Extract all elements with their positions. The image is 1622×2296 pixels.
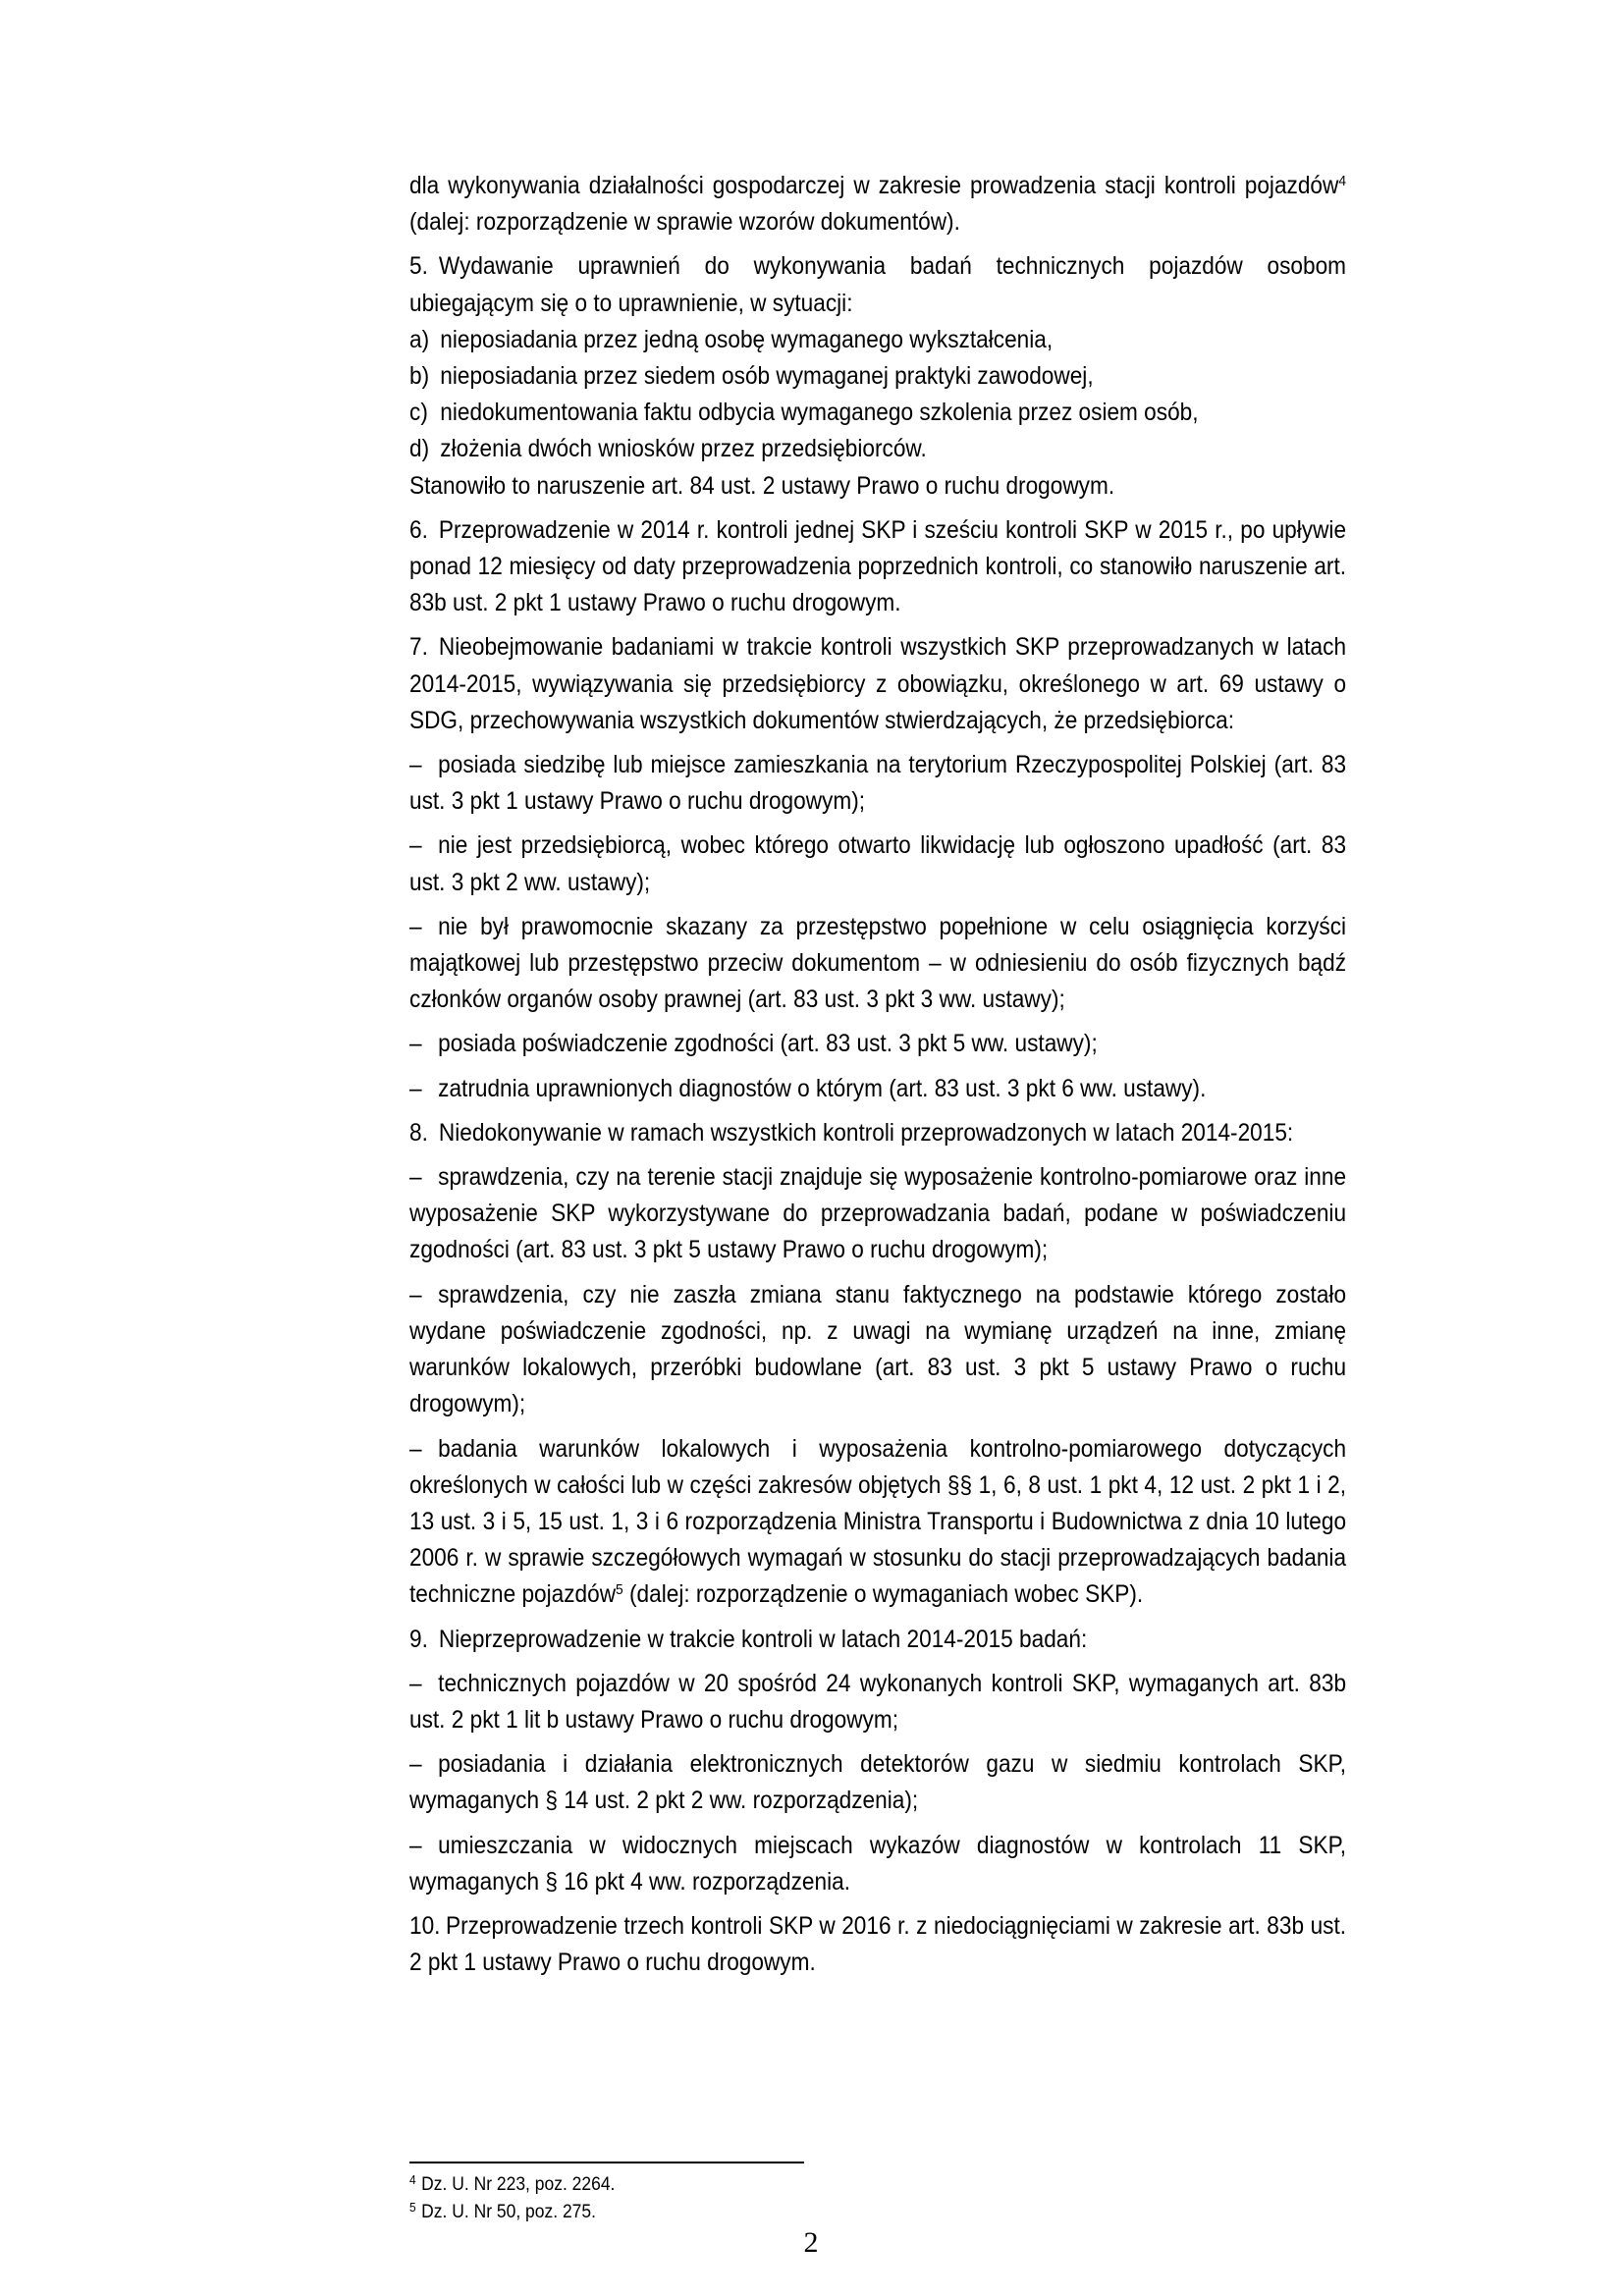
dash-marker: –	[409, 1075, 422, 1102]
dash-marker: –	[409, 1751, 422, 1779]
list-item	[409, 358, 1346, 395]
item-number: 9.	[409, 1626, 428, 1653]
footnote-text: Dz. U. Nr 50, poz. 275.	[421, 2202, 596, 2222]
item-text: Nieprzeprowadzenie w trakcie kontroli w latach 2014-2015 badań:	[438, 1626, 1088, 1653]
dash-text-end: (dalej: rozporządzenie o wymaganiach wobec SKP).	[622, 1581, 1144, 1609]
list-label: b)	[409, 363, 430, 391]
paragraph-intro	[409, 168, 1346, 240]
item-5	[409, 248, 1346, 504]
list-label: d)	[409, 436, 430, 463]
dash-marker: –	[409, 913, 422, 940]
dash-item	[409, 1071, 1346, 1107]
dash-item	[409, 1746, 1346, 1819]
list-label: a)	[409, 326, 430, 353]
dash-item	[409, 1159, 1346, 1269]
item-10	[409, 1908, 1346, 1981]
footnote-number: 5	[409, 2200, 416, 2215]
list-text: złożenia dwóch wniosków przez przedsiębiorców.	[440, 436, 927, 463]
dash-text: badania warunków lokalowych i wyposażenia kontrolno-pomiarowego dotyczących określonych w całości lub w części zakresów objętych §§ 1, 6, 8 ust. 1 pkt 4, 12 ust. 2 pkt 1 i 2, 13 ust. 3 i 5, 15 ust. 1, 3 i 6 rozporządzenia Ministra Transportu i Budownictwa z dnia 10 lutego 2006 r. w sprawie szczegółowych wymagań w stosunku do stacji przeprowadzających badania techniczne pojazdów	[409, 1435, 1347, 1609]
intro-text: dla wykonywania działalności gospodarczej w zakresie prowadzenia stacji kontroli pojazdów	[409, 173, 1339, 199]
item-number: 8.	[409, 1119, 428, 1147]
item-number: 6.	[409, 516, 428, 544]
item-number: 7.	[409, 634, 428, 662]
dash-marker: –	[409, 1670, 422, 1697]
item-5-text	[409, 248, 1346, 321]
dash-item	[409, 1277, 1346, 1423]
footnote	[409, 2171, 615, 2199]
dash-item	[409, 1666, 1346, 1738]
dash-marker: –	[409, 1281, 422, 1308]
list-text: niedokumentowania faktu odbycia wymaganego szkolenia przez osiem osób,	[440, 400, 1199, 427]
dash-item	[409, 909, 1346, 1019]
dash-text: posiada siedzibę lub miejsce zamieszkania na terytorium Rzeczypospolitej Polskiej (art. 83 ust. 3 pkt 1 ustawy Prawo o ruchu drogowym);	[409, 752, 1347, 816]
dash-item	[409, 828, 1346, 900]
dash-text: technicznych pojazdów w 20 spośród 24 wykonanych kontroli SKP, wymaganych art. 83b ust. 2 pkt 1 lit b ustawy Prawo o ruchu drogowym;	[409, 1670, 1347, 1734]
dash-marker: –	[409, 752, 422, 779]
list-text: nieposiadania przez jedną osobę wymaganego wykształcenia,	[440, 326, 1054, 353]
dash-item	[409, 1431, 1346, 1614]
item-8	[409, 1115, 1346, 1151]
dash-item	[409, 1026, 1346, 1062]
dash-text: posiadania i działania elektronicznych detektorów gazu w siedmiu kontrolach SKP, wymaganych § 14 ust. 2 pkt 2 ww. rozporządzenia);	[409, 1751, 1347, 1815]
item-text: Wydawanie uprawnień do wykonywania badań technicznych pojazdów osobom ubiegającym się o to uprawnienie, w sytuacji:	[409, 253, 1347, 317]
dash-marker: –	[409, 832, 422, 860]
item-6	[409, 512, 1346, 622]
footnote-separator	[409, 2162, 804, 2163]
dash-text: nie był prawomocnie skazany za przestępstwo popełnione w celu osiągnięcia korzyści majątkowej lub przestępstwo przeciw dokumentom – w odniesieniu do osób fizycznych bądź członków organów osoby prawnej (art. 83 ust. 3 pkt 3 ww. ustawy);	[409, 913, 1347, 1014]
item-9	[409, 1622, 1346, 1658]
dash-marker: –	[409, 1031, 422, 1058]
page-number: 2	[803, 2226, 819, 2259]
document-body	[409, 168, 1346, 1989]
footnotes	[409, 2171, 615, 2226]
dash-text: posiada poświadczenie zgodności (art. 83 ust. 3 pkt 5 ww. ustawy);	[438, 1031, 1098, 1058]
dash-text: sprawdzenia, czy nie zaszła zmiana stanu faktycznego na podstawie którego zostało wydane poświadczenie zgodności, np. z uwagi na wymianę urządzeń na inne, zmianę warunków lokalowych, przeróbki budowlane (art. 83 ust. 3 pkt 5 ustawy Prawo o ruchu drogowym);	[409, 1281, 1347, 1418]
list-item	[409, 395, 1346, 431]
item-number: 10.	[409, 1912, 441, 1940]
item-text: Niedokonywanie w ramach wszystkich kontroli przeprowadzonych w latach 2014-2015:	[438, 1119, 1294, 1147]
dash-marker: –	[409, 1435, 422, 1463]
list-label: c)	[409, 400, 428, 427]
dash-text: umieszczania w widocznych miejscach wykazów diagnostów w kontrolach 11 SKP, wymaganych § 16 pkt 4 ww. rozporządzenia.	[409, 1832, 1347, 1896]
footnote-ref: 4	[1338, 173, 1347, 189]
list-text: nieposiadania przez siedem osób wymaganej praktyki zawodowej,	[440, 363, 1094, 391]
footnote-text: Dz. U. Nr 223, poz. 2264.	[421, 2174, 616, 2195]
dash-text: sprawdzenia, czy na terenie stacji znajduje się wyposażenie kontrolno-pomiarowe oraz inne wyposażenie SKP wykorzystywane do przeprowadzania badań, podane w poświadczeniu zgodności (art. 83 ust. 3 pkt 5 ustawy Prawo o ruchu drogowym);	[409, 1164, 1347, 1264]
dash-item	[409, 1828, 1346, 1900]
footnote-ref: 5	[616, 1581, 623, 1599]
item-text: Przeprowadzenie w 2014 r. kontroli jednej SKP i sześciu kontroli SKP w 2015 r., po upływie ponad 12 miesięcy od daty przeprowadzenia poprzednich kontroli, co stanowiło naruszenie art. 83b ust. 2 pkt 1 ustawy Prawo o ruchu drogowym.	[409, 516, 1347, 617]
dash-marker: –	[409, 1832, 422, 1859]
item-5-closing: Stanowiło to naruszenie art. 84 ust. 2 ustawy Prawo o ruchu drogowym.	[409, 472, 1115, 500]
dash-text: zatrudnia uprawnionych diagnostów o którym (art. 83 ust. 3 pkt 6 ww. ustawy).	[438, 1075, 1207, 1102]
footnote	[409, 2199, 615, 2226]
dash-marker: –	[409, 1164, 422, 1192]
dash-item	[409, 747, 1346, 820]
item-number: 5.	[409, 253, 428, 281]
item-text: Nieobejmowanie badaniami w trakcie kontroli wszystkich SKP przeprowadzanych w latach 2014-2015, wywiązywania się przedsiębiorcy z obowiązku, określonego w art. 69 ustawy o SDG, przechowywania wszystkich dokumentów stwierdzających, że przedsiębiorca:	[409, 634, 1347, 734]
dash-text: nie jest przedsiębiorcą, wobec którego otwarto likwidację lub ogłoszono upadłość (art. 83 ust. 3 pkt 2 ww. ustawy);	[409, 832, 1347, 896]
intro-text-end: (dalej: rozporządzenie w sprawie wzorów dokumentów).	[409, 209, 960, 237]
list-item	[409, 322, 1346, 358]
item-7	[409, 629, 1346, 739]
footnote-number: 4	[409, 2172, 416, 2187]
list-item	[409, 431, 1346, 467]
item-text: Przeprowadzenie trzech kontroli SKP w 2016 r. z niedociągnięciami w zakresie art. 83b ust. 2 pkt 1 ustawy Prawo o ruchu drogowym.	[409, 1912, 1347, 1977]
